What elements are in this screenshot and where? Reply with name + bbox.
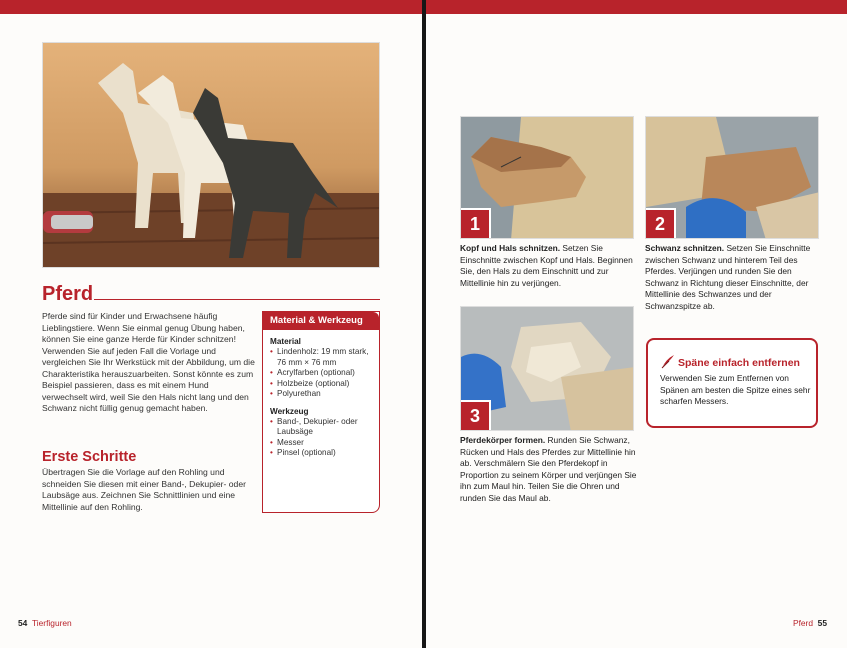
page-number: 55 xyxy=(817,618,827,628)
step-1-photo xyxy=(460,116,634,239)
list-item: • Band-, Dekupier- oder Laubsäge xyxy=(270,417,379,438)
top-color-bar xyxy=(0,0,422,14)
step-2-caption xyxy=(645,243,821,312)
list-item: • Acrylfarben (optional) xyxy=(270,368,379,379)
material-label: Material xyxy=(270,337,301,346)
tip-text: Verwenden Sie zum Entfernen von Spänen am besten die Spitze eines sehr scharfen Messers. xyxy=(660,373,811,406)
list-item: • Pinsel (optional) xyxy=(270,448,379,459)
section-name: Tierfiguren xyxy=(31,618,72,628)
right-page xyxy=(426,0,847,648)
material-box-title: Material & Werkzeug xyxy=(263,312,379,330)
step-title: Kopf und Hals schnitzen. xyxy=(460,243,561,253)
list-item: • Lindenholz: 19 mm stark, 76 mm × 76 mm xyxy=(270,347,379,368)
material-list xyxy=(270,347,379,400)
list-item: • Holzbeize (optional) xyxy=(270,379,379,390)
top-color-bar xyxy=(426,0,847,14)
section-name: Pferd xyxy=(792,618,814,628)
step-3-photo xyxy=(460,306,634,431)
step-1-caption xyxy=(460,243,636,289)
step-text: Runden Sie Schwanz, Rücken und Hals des Pferdes zur Mittellinie hin ab. Verschmälern Sie den Pferdekopf in Proportion zu seinem Körper und verjüngen Sie ihn zum Maul hin. Teilen Sie die Ohren und runden Sie das Maul ab. xyxy=(460,435,637,503)
left-page xyxy=(0,0,422,648)
title-rule xyxy=(94,299,380,300)
step-title: Schwanz schnitzen. xyxy=(645,243,725,253)
horse-figures-photo xyxy=(42,42,380,268)
step-text: Setzen Sie Einschnitte zwischen Schwanz und hinterem Teil des Pferdes. Verjüngen und runden Sie den Schwanz in Richtung dieser Einschnitte, der Mittellinie des Schwanzes und der Schwanzspitze ab. xyxy=(645,243,811,311)
step-text: Setzen Sie Einschnitte zwischen Kopf und Hals. Beginnen Sie, den Hals zu dem Einschnitt und zur Mittellinie hin zu verjüngen. xyxy=(460,243,633,288)
page-number: 54 xyxy=(18,618,28,628)
tip-title: Späne einfach entfernen xyxy=(678,357,800,369)
step-number-badge: 2 xyxy=(646,208,676,238)
footer-left xyxy=(18,618,72,628)
step-title: Pferdekörper formen. xyxy=(460,435,546,445)
tools-list xyxy=(270,417,379,459)
intro-paragraph: Pferde sind für Kinder und Erwachsene häufig Lieblingstiere. Wenn Sie einmal genug Übung haben, können Sie eine ganze Herde für Kinder schnitzen! Verwenden Sie auf jeden Fall die Vorlage und vergleichen Sie Ihr Werkstück mit der Abbildung, um die Charakteristika herauszuarbeiten. Sonst könnte es zum Beispiel passieren, dass es mit einem Hund verwechselt wird, weil Sie den Hals nicht lang und den Schwanz nicht füllig genug gemacht haben. xyxy=(42,311,255,413)
step-3-caption xyxy=(460,435,638,504)
page-title: Pferd xyxy=(42,283,94,305)
first-steps-paragraph: Übertragen Sie die Vorlage auf den Rohling und schneiden Sie diesen mit einer Band-, Dekupier- oder Laubsäge aus. Zeichnen Sie Schnittlinien und eine Mittellinie auf den Rohling. xyxy=(42,467,246,512)
tip-box xyxy=(646,338,818,428)
footer-right xyxy=(793,618,827,628)
tools-label: Werkzeug xyxy=(270,406,309,416)
feather-icon xyxy=(660,353,676,374)
list-item: • Polyurethan xyxy=(270,389,379,400)
step-2-photo xyxy=(645,116,819,239)
list-item: • Messer xyxy=(270,438,379,449)
step-number-badge: 3 xyxy=(461,400,491,430)
material-tools-box xyxy=(262,311,380,513)
step-number-badge: 1 xyxy=(461,208,491,238)
first-steps-heading: Erste Schritte xyxy=(42,449,137,465)
